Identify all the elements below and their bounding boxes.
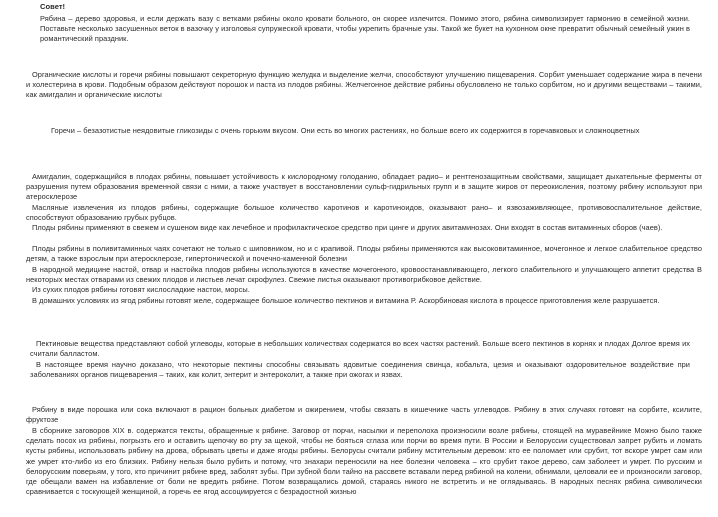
- paragraph-amygdalin: Амигдалин, содержащийся в плодах рябины, повышает устойчивость к кислородному голоданию, обладает радио– и рентгенозащитным свойствами, защищает дыхательные ферменты от разрушения путем образования временной связи с ними, а также участвует в восстановлении сульф-гидрильных групп и в защите жиров от переокисления, поэтому рябину используют при атеросклерозе: [26, 172, 702, 202]
- paragraph-fruit-usage: Плоды рябины применяют в свежем и сушеном виде как лечебное и профилактическое средство при цинге и других авитаминозах. Они входят в состав витаминных сборов (чаев).: [32, 223, 663, 232]
- paragraph-organic-acids: Органические кислоты и горечи рябины повышают секреторную функцию желудка и выделение желчи, способствуют улучшению пищеварения. Сорбит уменьшает содержание жира в печени и холестерина в крови. Подобным образом действуют порошок и паста из плодов рябины. Желчегонное действие рябины обусловлено не только сорбитом, но и другими веществами – такими, как амигдалин и органические кислоты: [26, 70, 702, 100]
- advice-title: Совет!: [40, 2, 66, 11]
- paragraph-home-jelly: В домашних условиях из ягод рябины готовят желе, содержащее большое количество пектинов и витамина Р. Аскорбиновая кислота в процессе приготовления желе разрушается.: [32, 296, 660, 305]
- paragraph-pectins: Пектиновые вещества представляют собой углеводы, которые в небольших количествах содержатся во всех частях растений. Больше всего пектинов в корнях и плодах Долгое время их считали балластом.: [30, 339, 690, 359]
- paragraph-bitter-glycosides: Горечи – безазотистые неядовитые гликозиды с очень горьким вкусом. Они есть во многих растениях, но больше всего их содержится в горечавковых и сложноцветных: [51, 126, 640, 135]
- paragraph-diabetes: Рябину в виде порошка или сока включают в рацион больных диабетом и ожирением, чтобы связать в кишечнике часть углеводов. Рябину в этих случаях готовят на сорбите, ксилите, фруктозе: [26, 405, 702, 425]
- paragraph-dry-fruits: Из сухих плодов рябины готовят кислосладкие настои, морсы.: [32, 285, 250, 294]
- paragraph-folklore: В сборнике заговоров XIX в. содержатся тексты, обращенные к рябине. Заговор от порчи, насылки и переполоха произносили возле рябины, стоящей на муравейнике Можно было также сделать посох из рябины, погрызть его и оставить щепочку во рту за щекой, чтобы не бояться сглаза или порчи во время пути. В России и Белоруссии существовал запрет рубить и ломать кусты рябины, использовать рябину на дрова, обрывать цветы и даже ягоды рябины. Белорусы считали рябину мстительным деревом: кто ее поломает или срубит, тот вскоре умрет сам или же умрет кто-либо из его близких. Рябину нельзя было рубить и потому, что знахари переносили на нее болезни человека – кто срубит такое дерево, сам заболеет и умрет. По русским и белорусским поверьям, у того, кто причинит рябине вред, заболят зубы. При зубной боли тайно на рассвете вставали перед рябиной на колени, обнимали, целовали ее и произносили заговор, где обещали вамен на избавление от боли не вредить рябине. Потом возвращались домой, стараясь никого не встретить и не оглядываясь. В народных песнях рябина символически сравнивается с тоскующей женщиной, а горечь ее ягод ассоциируется с безрадостной жизнью: [26, 426, 702, 497]
- paragraph-rowan-health: Рябина – дерево здоровья, и если держать вазу с ветками рябины около кровати больного, он скорее излечится. Помимо этого, рябина символизирует гармонию в семейной жизни. Поставьте несколько засушенных веток в вазочку у изголовья супружеской кровати, чтобы укрепить брачные узы. Такой же букет на кухонном окне превратит обычный семейный ужин в романтический праздник.: [40, 14, 690, 44]
- paragraph-folk-medicine: В народной медицине настой, отвар и настойка плодов рябины используются в качестве мочегонного, кровоостанавливающего, легкого слабительного и улучшающего аппетит средства В некоторых местах отварами из свежих плодов и листьев лечат скрофулез. Свежие листья оказывают противогрибковое действие.: [26, 265, 702, 285]
- paragraph-pectins-research: В настоящее время научно доказано, что некоторые пектины способны связывать ядовитые соединения свинца, кобальта, цезия и оказывают оздоровительное воздействие при заболеваниях органов пищеварения – таких, как колит, энтерит и энтероколит, а также при ожогах и язвах.: [30, 360, 690, 380]
- paragraph-oil-extracts: Масляные извлечения из плодов рябины, содержащие большое количество каротинов и каротиноидов, оказывают рано– и язвозаживляющее, противовоспалительное действие, способствуют образованию грубых рубцов.: [26, 203, 702, 223]
- paragraph-vitamin-teas: Плоды рябины в поливитаминных чаях сочетают не только с шиповником, но и с крапивой. Плоды рябины применяются как высоковитаминное, мочегонное и легкое слабительное средство детям, а также взрослым при атеросклерозе, гипертонической и почечно-каменной болезни: [26, 244, 702, 264]
